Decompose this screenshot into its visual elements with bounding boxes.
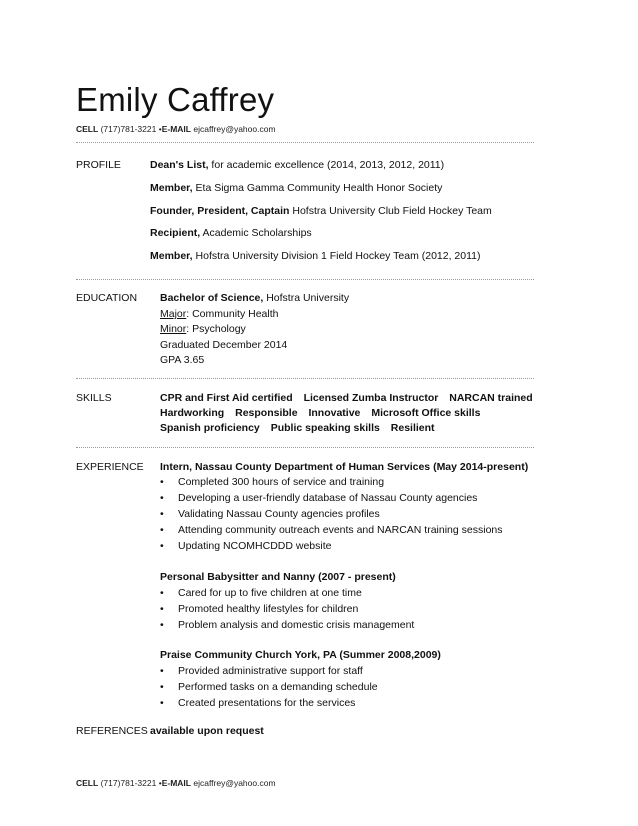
job-bullet: Completed 300 hours of service and training <box>178 476 385 488</box>
profile-item: Member, Hofstra University Division 1 Field Hockey Team (2012, 2011) <box>150 250 481 262</box>
skill-item: Microsoft Office skills <box>371 407 481 419</box>
divider <box>76 142 534 143</box>
divider <box>76 279 534 280</box>
job-bullet: Attending community outreach events and NARCAN training sessions <box>178 524 503 536</box>
profile-section-label: PROFILE <box>76 159 121 171</box>
bullet-icon: • <box>160 681 164 693</box>
job-title: Praise Community Church York, PA (Summer 2008,2009) <box>160 649 441 661</box>
email-label: E-MAIL <box>161 778 191 788</box>
skills-row <box>160 391 533 405</box>
bullet-icon: • <box>160 492 164 504</box>
contact-separator: • <box>158 124 162 134</box>
bullet-icon: • <box>160 587 164 599</box>
job-bullet: Performed tasks on a demanding schedule <box>178 681 378 693</box>
skill-item: Hardworking <box>160 407 225 419</box>
email-address: ejcaffrey@yahoo.com <box>193 124 276 134</box>
cell-label: CELL <box>76 778 99 788</box>
skill-item: CPR and First Aid certified <box>160 392 293 404</box>
skills-row <box>160 406 480 420</box>
skill-item: NARCAN trained <box>449 392 533 404</box>
profile-item: Member, Eta Sigma Gamma Community Health Honor Society <box>150 182 443 194</box>
job-bullet: Provided administrative support for staff <box>178 665 363 677</box>
gpa-line: GPA 3.65 <box>160 354 205 366</box>
job-bullet: Problem analysis and domestic crisis management <box>178 619 415 631</box>
skill-item: Innovative <box>308 407 361 419</box>
phone-number: (717)781-3221 <box>100 778 157 788</box>
contact-separator: • <box>158 778 162 788</box>
major-line: Major: Community Health <box>160 308 279 320</box>
profile-item: Founder, President, Captain Hofstra University Club Field Hockey Team <box>150 205 492 217</box>
bullet-icon: • <box>160 665 164 677</box>
degree-line: Bachelor of Science, Hofstra University <box>160 292 350 304</box>
skills-section-label: SKILLS <box>76 392 112 404</box>
bullet-icon: • <box>160 697 164 709</box>
job-title: Personal Babysitter and Nanny (2007 - present) <box>160 571 396 583</box>
references-section-label: REFERENCES <box>76 725 148 737</box>
contact-line-footer <box>76 778 276 789</box>
job-bullet: Created presentations for the services <box>178 697 356 709</box>
job-bullet: Promoted healthy lifestyles for children <box>178 603 359 615</box>
job-title: Intern, Nassau County Department of Human Services (May 2014-present) <box>160 461 529 473</box>
experience-section-label: EXPERIENCE <box>76 461 144 473</box>
phone-number: (717)781-3221 <box>100 124 157 134</box>
job-bullet: Cared for up to five children at one time <box>178 587 362 599</box>
divider <box>76 378 534 379</box>
candidate-name: Emily Caffrey <box>76 81 275 118</box>
skill-item: Public speaking skills <box>270 422 380 434</box>
skill-item: Licensed Zumba Instructor <box>303 392 439 404</box>
bullet-icon: • <box>160 524 164 536</box>
bullet-icon: • <box>160 619 164 631</box>
job-bullet: Updating NCOMHCDDD website <box>178 540 332 552</box>
graduation-line: Graduated December 2014 <box>160 339 288 351</box>
skill-item: Resilient <box>390 422 435 434</box>
minor-line: Minor: Psychology <box>160 323 246 335</box>
bullet-icon: • <box>160 603 164 615</box>
profile-item: Recipient, Academic Scholarships <box>150 227 312 239</box>
references-value: available upon request <box>150 725 264 737</box>
contact-line-top <box>76 124 276 135</box>
skills-row <box>160 421 435 435</box>
cell-label: CELL <box>76 124 99 134</box>
job-bullet: Validating Nassau County agencies profiles <box>178 508 380 520</box>
divider <box>76 447 534 448</box>
email-label: E-MAIL <box>161 124 191 134</box>
education-section-label: EDUCATION <box>76 292 138 304</box>
job-bullet: Developing a user-friendly database of Nassau County agencies <box>178 492 478 504</box>
profile-item: Dean's List, for academic excellence (2014, 2013, 2012, 2011) <box>150 159 445 171</box>
bullet-icon: • <box>160 476 164 488</box>
skill-item: Responsible <box>235 407 298 419</box>
skill-item: Spanish proficiency <box>160 422 260 434</box>
bullet-icon: • <box>160 508 164 520</box>
bullet-icon: • <box>160 540 164 552</box>
email-address: ejcaffrey@yahoo.com <box>193 778 276 788</box>
